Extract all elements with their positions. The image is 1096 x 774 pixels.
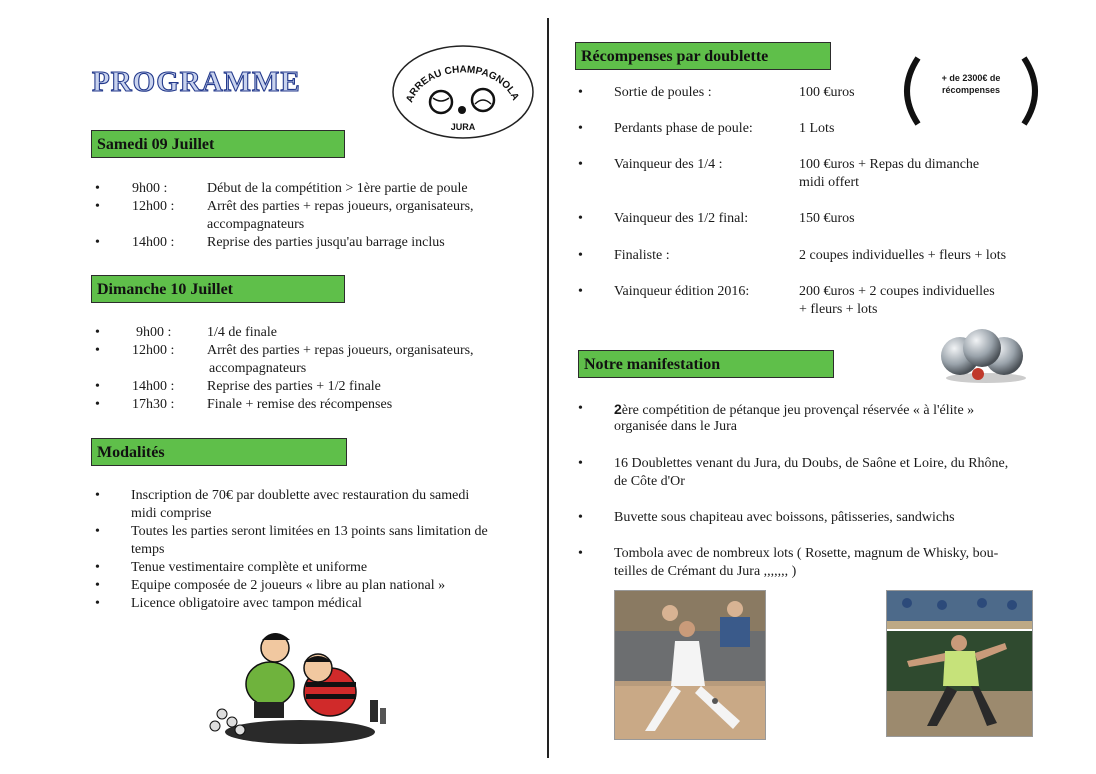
list-item-cont: accompagnateurs	[209, 361, 307, 376]
section-header-manifestation: Notre manifestation	[578, 350, 834, 378]
section-header-dimanche: Dimanche 10 Juillet	[91, 275, 345, 303]
logo-bottom-text: JURA	[450, 122, 476, 132]
player-photo-1	[614, 590, 766, 740]
section-header-samedi: Samedi 09 Juillet	[91, 130, 345, 158]
list-item-cont: midi comprise	[131, 506, 212, 521]
badge-line1: + de 2300€ de	[941, 73, 1001, 83]
cartoon-players-image	[200, 622, 400, 752]
badge-line2: récompenses	[941, 85, 1001, 95]
list-item-cont: accompagnateurs	[207, 217, 305, 232]
section-header-recompenses: Récompenses par doublette	[575, 42, 831, 70]
edition-number: 2	[614, 401, 622, 417]
list-item-cont: temps	[131, 542, 165, 557]
player-photo-2	[886, 590, 1033, 737]
page-title: PROGRAMME	[92, 66, 301, 98]
logo-top-text: ARREAU CHAMPAGNOLA	[404, 64, 521, 105]
column-divider	[547, 18, 549, 758]
club-logo	[391, 44, 535, 140]
boules-image	[938, 326, 1030, 384]
prize-badge	[896, 56, 1046, 126]
section-header-modalites: Modalités	[91, 438, 347, 466]
